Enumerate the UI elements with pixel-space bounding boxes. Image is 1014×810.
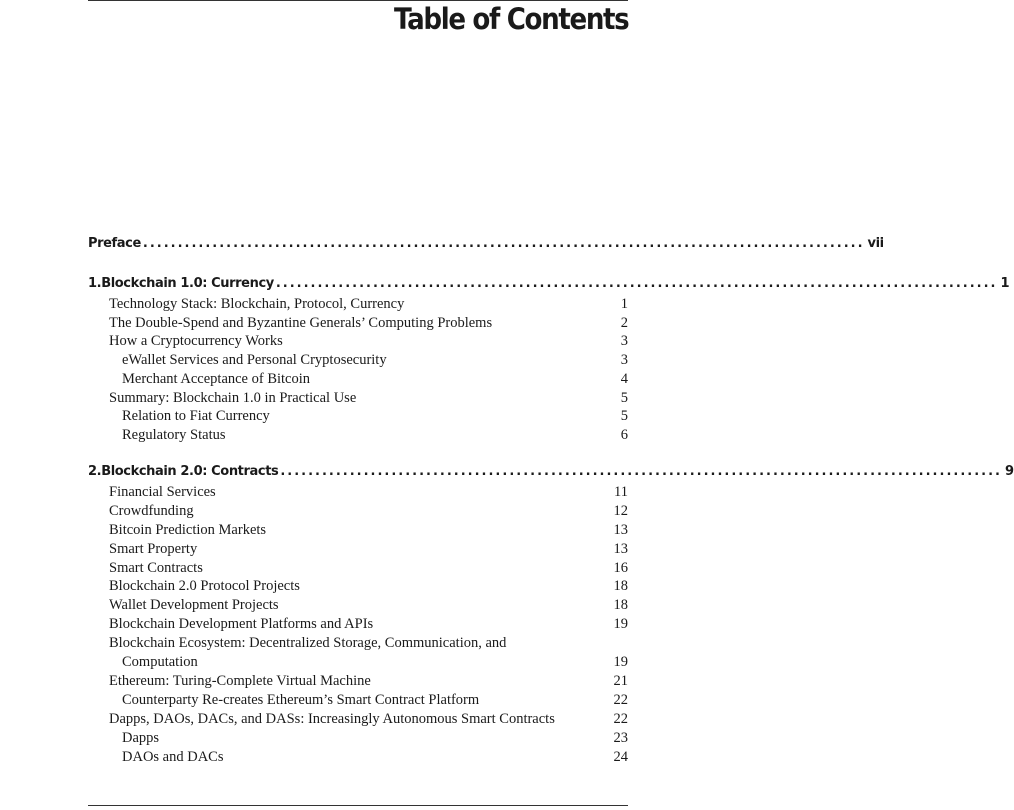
toc-entry[interactable]	[88, 730, 628, 747]
toc-entry[interactable]	[88, 352, 628, 369]
chapter-title: Blockchain 2.0: Contracts	[101, 464, 279, 479]
toc-entry[interactable]	[88, 654, 628, 671]
dot-leader: ........................................................................................................	[280, 464, 1002, 479]
entry-label: How a Cryptocurrency Works	[109, 333, 283, 349]
entry-page: 4	[620, 371, 628, 387]
toc-entry[interactable]	[88, 541, 628, 558]
entry-label: Ethereum: Turing-Complete Virtual Machine	[109, 673, 371, 689]
chapter-number: 1.	[88, 276, 102, 291]
entry-page: 13	[613, 541, 628, 557]
entry-page: 2	[620, 315, 628, 331]
entry-label: Dapps	[122, 730, 160, 746]
toc-entry[interactable]	[88, 484, 628, 501]
page-title: Table of Contents	[393, 2, 628, 36]
entry-page: 5	[620, 390, 628, 406]
toc-preface-page: vii	[867, 236, 884, 251]
toc-chapter-1[interactable]	[88, 276, 1010, 291]
entry-page: 16	[613, 560, 628, 576]
entry-page: 5	[620, 408, 628, 424]
toc-entry[interactable]	[88, 427, 628, 444]
entry-page: 23	[613, 730, 628, 746]
dot-leader: ........................................................................................................	[275, 276, 998, 291]
bottom-rule	[88, 805, 628, 806]
entry-label: DAOs and DACs	[122, 749, 224, 765]
entry-page: 12	[613, 503, 628, 519]
entry-page: 18	[613, 578, 628, 594]
entry-label: Wallet Development Projects	[109, 597, 279, 613]
toc-entry[interactable]	[88, 616, 628, 633]
toc-chapter-2[interactable]	[88, 464, 1014, 479]
entry-label: Counterparty Re-creates Ethereum’s Smart Contract Platform	[122, 692, 480, 708]
entry-label: Computation	[122, 654, 198, 670]
entry-label: Summary: Blockchain 1.0 in Practical Use	[109, 390, 357, 406]
entry-label: Bitcoin Prediction Markets	[109, 522, 267, 538]
toc-entry[interactable]	[88, 390, 628, 407]
toc-entry[interactable]	[88, 692, 628, 709]
top-rule	[88, 0, 628, 1]
toc-preface-label: Preface	[88, 236, 141, 251]
entry-label: Merchant Acceptance of Bitcoin	[122, 371, 311, 387]
entry-label: The Double-Spend and Byzantine Generals’ Computing Problems	[109, 315, 493, 331]
entry-label: Dapps, DAOs, DACs, and DASs: Increasingly Autonomous Smart Contracts	[109, 711, 555, 727]
entry-page: 13	[613, 522, 628, 538]
entry-page: 19	[613, 654, 628, 670]
toc-entry[interactable]	[88, 408, 628, 425]
entry-page: 11	[614, 484, 628, 500]
toc-entry[interactable]	[88, 597, 628, 614]
entry-page: 21	[613, 673, 628, 689]
toc-entry[interactable]	[88, 578, 628, 595]
entry-page: 3	[620, 352, 628, 368]
entry-label: Smart Contracts	[109, 560, 203, 576]
toc-entry[interactable]	[88, 749, 628, 766]
toc-entry[interactable]	[88, 371, 628, 388]
entry-label: Regulatory Status	[122, 427, 226, 443]
entry-label: Blockchain Ecosystem: Decentralized Storage, Communication, and	[109, 635, 507, 651]
entry-page: 22	[613, 692, 628, 708]
toc-entry[interactable]	[88, 522, 628, 539]
entry-page: 1	[620, 296, 628, 312]
entry-label: Blockchain Development Platforms and APIs	[109, 616, 374, 632]
toc-preface[interactable]	[88, 236, 884, 251]
entry-page: 18	[613, 597, 628, 613]
entry-page: 6	[620, 427, 628, 443]
entry-label: Financial Services	[109, 484, 216, 500]
chapter-page: 1	[1000, 276, 1010, 291]
toc-entry[interactable]	[88, 560, 628, 577]
toc-entry[interactable]	[88, 711, 628, 728]
dot-leader: ........................................................................................................	[142, 236, 865, 251]
entry-label: Blockchain 2.0 Protocol Projects	[109, 578, 300, 594]
toc-entry[interactable]	[88, 635, 628, 652]
toc-entry[interactable]	[88, 315, 628, 332]
toc-entry[interactable]	[88, 503, 628, 520]
entry-label: eWallet Services and Personal Cryptosecurity	[122, 352, 387, 368]
toc-entry[interactable]	[88, 333, 628, 350]
entry-label: Smart Property	[109, 541, 198, 557]
chapter-title: Blockchain 1.0: Currency	[101, 276, 274, 291]
entry-label: Technology Stack: Blockchain, Protocol, Currency	[109, 296, 405, 312]
entry-page: 19	[613, 616, 628, 632]
entry-page: 24	[613, 749, 628, 765]
chapter-number: 2.	[88, 464, 102, 479]
toc-entry[interactable]	[88, 673, 628, 690]
toc-entry[interactable]	[88, 296, 628, 313]
entry-page: 22	[613, 711, 628, 727]
chapter-page: 9	[1004, 464, 1014, 479]
entry-page: 3	[620, 333, 628, 349]
entry-label: Crowdfunding	[109, 503, 194, 519]
entry-label: Relation to Fiat Currency	[122, 408, 270, 424]
